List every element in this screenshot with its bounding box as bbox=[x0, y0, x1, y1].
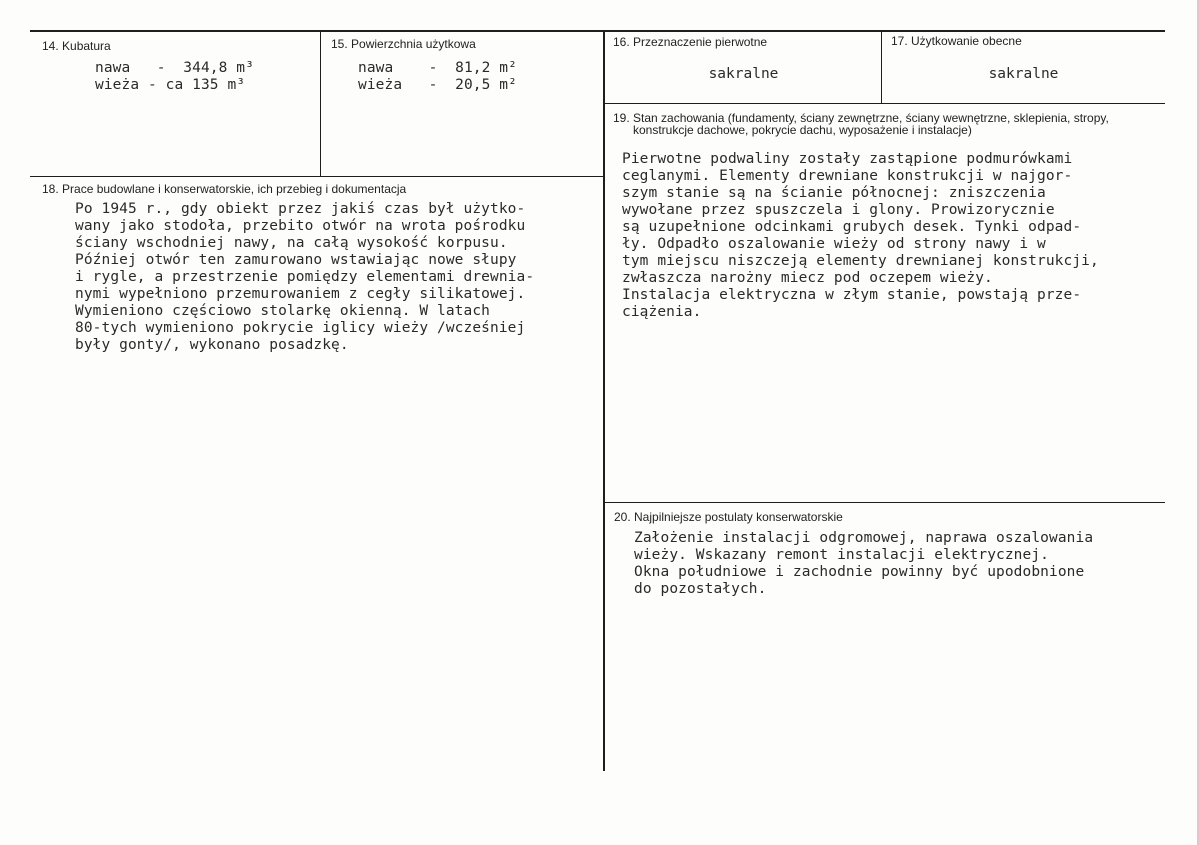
stan-line-8: zwłaszcza narożny miecz pod oczepem wieży. bbox=[622, 270, 993, 286]
kubatura-line-2: wieża - ca 135 m³ bbox=[95, 77, 246, 93]
prace-line-5: i rygle, a przestrzenie pomiędzy elementami drewnia- bbox=[75, 269, 535, 285]
kubatura-label: 14. Kubatura bbox=[42, 39, 111, 53]
prace-line-2: wany jako stodoła, przebito otwór na wrota pośrodku bbox=[75, 218, 526, 234]
top-border bbox=[30, 30, 1165, 32]
stan-line-1: Pierwotne podwaliny zostały zastąpione podmurówkami bbox=[622, 151, 1073, 167]
uzytkowanie-value: sakralne bbox=[988, 66, 1059, 82]
divider-14-15 bbox=[320, 31, 321, 176]
stan-line-3: szym stanie są na ścianie północnej: zniszczenia bbox=[622, 185, 1046, 201]
stan-label-line-1: 19. Stan zachowania (fundamenty, ściany zewnętrzne, ściany wewnętrzne, sklepienia, stropy, bbox=[613, 111, 1109, 125]
divider-row-16-19 bbox=[603, 103, 1165, 104]
stan-line-2: ceglanymi. Elementy drewniane konstrukcji w najgor- bbox=[622, 168, 1073, 184]
divider-main-vertical bbox=[603, 31, 605, 771]
divider-row-19-20 bbox=[603, 502, 1165, 503]
stan-label-line-2: konstrukcje dachowe, pokrycie dachu, wyposażenie i instalacje) bbox=[633, 123, 972, 137]
stan-line-6: ły. Odpadło oszalowanie wieży od strony nawy i w bbox=[622, 236, 1046, 252]
prace-label: 18. Prace budowlane i konserwatorskie, ich przebieg i dokumentacja bbox=[42, 182, 407, 196]
prace-line-7: Wymieniono częściowo stolarkę okienną. W latach bbox=[75, 303, 490, 319]
postulaty-line-2: wieży. Wskazany remont instalacji elektrycznej. bbox=[634, 547, 1049, 563]
divider-row-14-18 bbox=[30, 176, 604, 177]
stan-line-7: tym miejscu niszczeją elementy drewnianej konstrukcji, bbox=[622, 253, 1099, 269]
prace-line-8: 80-tych wymieniono pokrycie iglicy wieży /wcześniej bbox=[75, 320, 526, 336]
powierzchnia-label: 15. Powierzchnia użytkowa bbox=[331, 37, 476, 51]
powierzchnia-line-1: nawa - 81,2 m² bbox=[358, 60, 517, 76]
przeznaczenie-label: 16. Przeznaczenie pierwotne bbox=[613, 35, 768, 49]
prace-line-9: były gonty/, wykonano posadzkę. bbox=[75, 337, 349, 353]
powierzchnia-line-2: wieża - 20,5 m² bbox=[358, 77, 517, 93]
postulaty-line-3: Okna południowe i zachodnie powinny być upodobnione bbox=[634, 564, 1085, 580]
kubatura-line-1: nawa - 344,8 m³ bbox=[95, 60, 254, 76]
stan-line-9: Instalacja elektryczna w złym stanie, powstają prze- bbox=[622, 287, 1082, 303]
postulaty-line-1: Założenie instalacji odgromowej, naprawa oszalowania bbox=[634, 530, 1094, 546]
prace-line-1: Po 1945 r., gdy obiekt przez jakiś czas był użytko- bbox=[75, 201, 526, 217]
stan-line-5: są uzupełnione odcinkami grubych desek. Tynki odpad- bbox=[622, 219, 1082, 235]
prace-line-3: ściany wschodniej nawy, na całą wysokość korpusu. bbox=[75, 235, 508, 251]
prace-line-6: nymi wypełniono przemurowaniem z cegły silikatowej. bbox=[75, 286, 526, 302]
postulaty-label: 20. Najpilniejsze postulaty konserwatorskie bbox=[614, 510, 843, 524]
stan-line-10: ciążenia. bbox=[622, 304, 702, 320]
postulaty-line-4: do pozostałych. bbox=[634, 581, 767, 597]
uzytkowanie-label: 17. Użytkowanie obecne bbox=[891, 34, 1022, 48]
prace-line-4: Później otwór ten zamurowano wstawiając nowe słupy bbox=[75, 252, 517, 268]
stan-line-4: wywołane przez spuszczela i glony. Prowizorycznie bbox=[622, 202, 1055, 218]
przeznaczenie-value: sakralne bbox=[708, 66, 779, 82]
